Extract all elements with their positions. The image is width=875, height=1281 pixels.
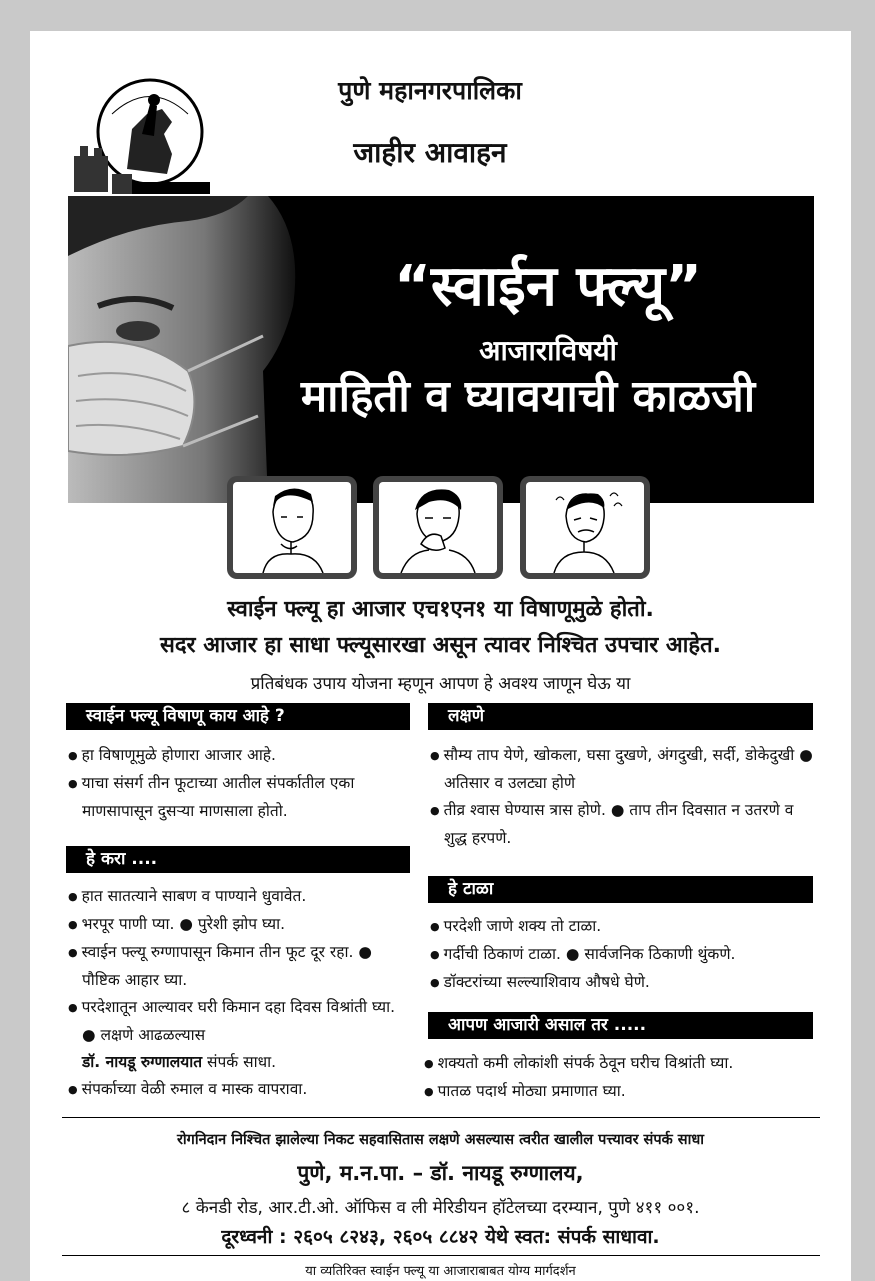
banner-subtitle: आजाराविषयी bbox=[479, 334, 617, 367]
list-item: ● हा विषाणूमुळे होणारा आजार आहे. bbox=[66, 742, 410, 770]
divider bbox=[62, 1117, 820, 1118]
list-item: ● हात सातत्याने साबण व पाण्याने धुवावेत. bbox=[66, 883, 410, 911]
list-item: ● गर्दीची ठिकाणं टाळा. ● सार्वजनिक ठिकाणी थुंकणे. bbox=[428, 941, 813, 969]
notice-title: जाहीर आवाहन bbox=[353, 136, 507, 169]
list-item: ● पातळ पदार्थ मोठ्या प्रमाणात घ्या. bbox=[422, 1078, 822, 1106]
list-item: ● याचा संसर्ग तीन फूटाच्या आतील संपर्कातील एका माणसापासून दुसऱ्या माणसाला होतो. bbox=[66, 770, 410, 825]
footer-hospital: पुणे, म.न.पा. – डॉ. नायडू रुग्णालय, bbox=[297, 1161, 584, 1185]
if-sick-list bbox=[422, 1050, 822, 1106]
banner-title: “स्वाईन फ्ल्यू” bbox=[394, 254, 702, 319]
what-is-list bbox=[66, 742, 410, 825]
pmc-emblem-icon bbox=[72, 74, 214, 204]
do-list bbox=[66, 883, 410, 1104]
list-item: ● परदेशी जाणे शक्य तो टाळा. bbox=[428, 913, 813, 941]
list-item bbox=[66, 994, 410, 1076]
footer-notice: रोगनिदान निश्चित झालेल्या निकट सहवासितास लक्षणे असल्यास त्वरीत खालील पत्त्यावर संपर्क साधा bbox=[177, 1132, 704, 1148]
symptom-panel-throat bbox=[227, 476, 357, 579]
poster bbox=[30, 31, 851, 1281]
contact-rest: संपर्क साधा. bbox=[202, 1053, 277, 1071]
list-item: ● संपर्काच्या वेळी रुमाल व मास्क वापरावा. bbox=[66, 1076, 410, 1104]
symptom-panel-fever bbox=[520, 476, 650, 579]
sore-throat-illustration bbox=[233, 482, 351, 573]
list-item: ● शक्यतो कमी लोकांशी संपर्क ठेवून घरीच विश्रांती घ्या. bbox=[422, 1050, 822, 1078]
list-item: ● डॉक्टरांच्या सल्ल्याशिवाय औषधे घेणे. bbox=[428, 969, 813, 997]
what-is-heading: स्वाईन फ्ल्यू विषाणू काय आहे ? bbox=[66, 703, 410, 730]
dont-list bbox=[428, 913, 813, 997]
list-item-text: परदेशातून आल्यावर घरी किमान दहा दिवस विश्रांती घ्या. ● लक्षणे आढळल्यास bbox=[81, 998, 396, 1044]
dont-heading: हे टाळा bbox=[428, 876, 813, 903]
fever-illustration bbox=[526, 482, 644, 573]
lead-line-2: सदर आजार हा साधा फ्ल्यूसारखा असून त्यावर निश्चित उपचार आहेत. bbox=[159, 633, 721, 658]
list-item: ● स्वाईन फ्ल्यू रुग्णापासून किमान तीन फूट दूर रहा. ● पौष्टिक आहार घ्या. bbox=[66, 939, 410, 994]
list-item: ● भरपूर पाणी प्या. ● पुरेशी झोप घ्या. bbox=[66, 911, 410, 939]
contact-hospital: डॉ. नायडू रुग्णालयात bbox=[82, 1053, 203, 1071]
banner-headline: माहिती व घ्यावयाची काळजी bbox=[300, 371, 756, 422]
list-item: ● तीव्र श्वास घेण्यास त्रास होणे. ● ताप तीन दिवसात न उतरणे व शुद्ध हरपणे. bbox=[428, 797, 813, 852]
banner bbox=[68, 196, 814, 503]
footer-phone: दूरध्वनी : २६०५ ८२४३, २६०५ ८८४२ येथे स्वत: संपर्क साधावा. bbox=[221, 1226, 660, 1248]
list-item: ● सौम्य ताप येणे, खोकला, घसा दुखणे, अंगदुखी, सर्दी, डोकेदुखी ● अतिसार व उलट्या होणे bbox=[428, 742, 813, 797]
symptom-panel-cough bbox=[373, 476, 503, 579]
do-heading: हे करा .... bbox=[66, 846, 410, 873]
coughing-illustration bbox=[379, 482, 497, 573]
symptoms-list bbox=[428, 742, 813, 852]
footer-more: या व्यतिरिक्त स्वाईन फ्ल्यू या आजाराबाबत योग्य मार्गदर्शन bbox=[305, 1264, 576, 1279]
divider bbox=[62, 1255, 820, 1256]
footer-address: ८ केनडी रोड, आर.टी.ओ. ऑफिस व ली मेरिडीयन हॉटेलच्या दरम्यान, पुणे ४११ ००१. bbox=[181, 1198, 700, 1218]
if-sick-heading: आपण आजारी असाल तर ..... bbox=[428, 1012, 813, 1039]
symptoms-heading: लक्षणे bbox=[428, 703, 813, 730]
org-name: पुणे महानगरपालिका bbox=[338, 76, 522, 105]
lead-line-3: प्रतिबंधक उपाय योजना म्हणून आपण हे अवश्य जाणून घेऊ या bbox=[250, 674, 631, 694]
lead-line-1: स्वाईन फ्ल्यू हा आजार एच१एन१ या विषाणूमुळे होतो. bbox=[227, 597, 654, 622]
